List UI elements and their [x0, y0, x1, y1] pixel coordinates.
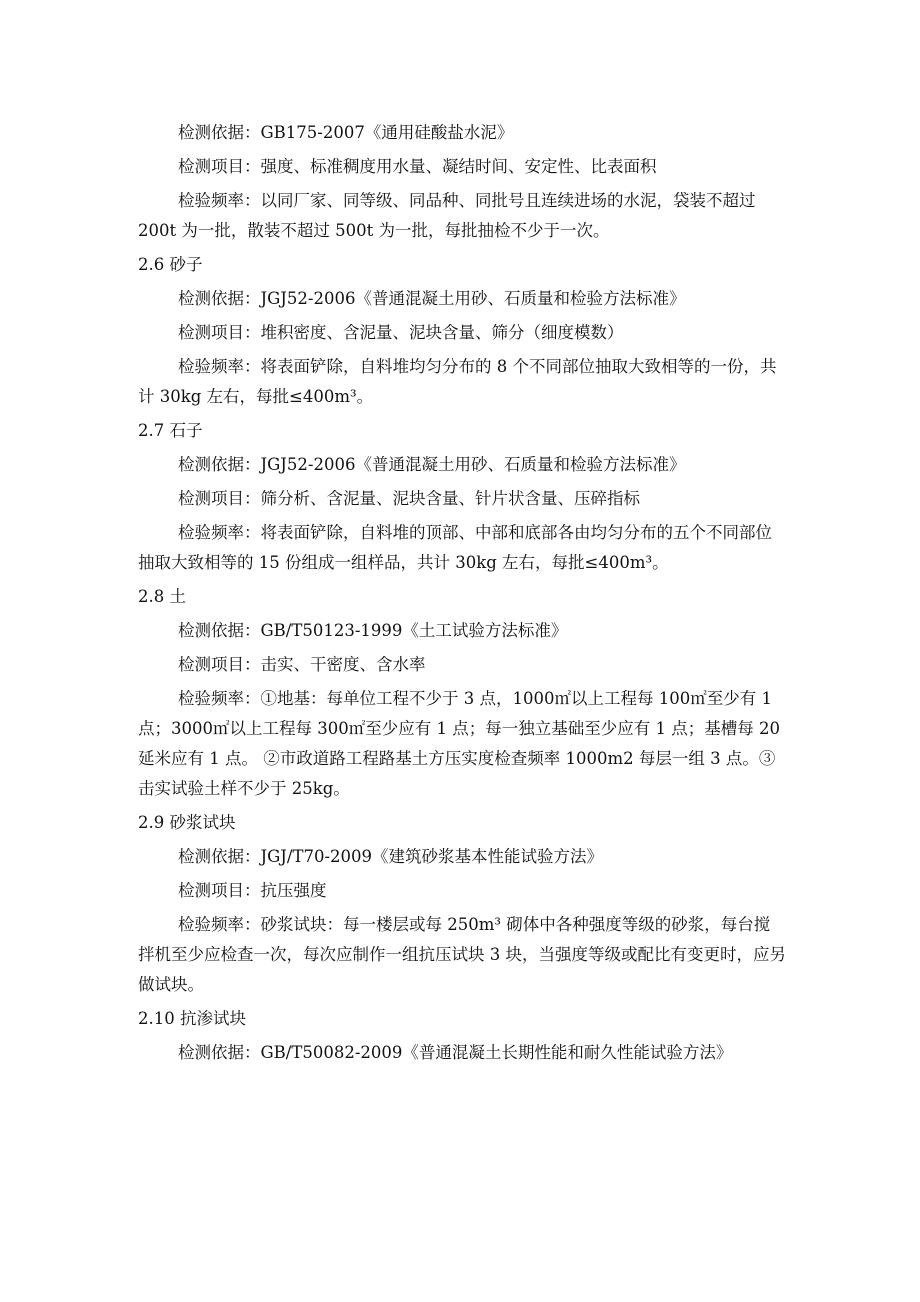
mortar-items: 检测项目：抗压强度: [178, 881, 327, 900]
gravel-frequency: 检验频率：将表面铲除，自料堆的顶部、中部和底部各由均匀分布的五个不同部位抽取大致相等的 15 份组成一组样品，共计 30kg 左右，每批≤400m³。: [138, 523, 772, 572]
section-heading-mortar: 2.9 砂浆试块: [138, 813, 236, 832]
soil-items: 检测项目：击实、干密度、含水率: [178, 655, 426, 674]
section-heading-gravel: 2.7 石子: [138, 421, 203, 440]
sand-frequency: 检验频率：将表面铲除，自料堆均匀分布的 8 个不同部位抽取大致相等的一份，共计 30kg 左右，每批≤400m³。: [138, 357, 777, 406]
soil-frequency: 检验频率：①地基：每单位工程不少于 3 点，1000㎡以上工程每 100㎡至少有 1 点；3000㎡以上工程每 300㎡至少应有 1 点；每一独立基础至少应有 1 点；基槽每 20 延米应有 1 点。 ②市政道路工程路基土方压实度检查频率 1000m2 每层一组 3 点。③击实试验土样不少于 25kg。: [138, 689, 780, 798]
sand-items: 检测项目：堆积密度、含泥量、泥块含量、筛分（细度模数）: [178, 323, 624, 342]
gravel-items: 检测项目：筛分析、含泥量、泥块含量、针片状含量、压碎指标: [178, 489, 640, 508]
sand-basis: 检测依据：JGJ52-2006《普通混凝土用砂、石质量和检验方法标准》: [178, 289, 686, 308]
cement-items: 检测项目：强度、标准稠度用水量、凝结时间、安定性、比表面积: [178, 157, 657, 176]
section-heading-impermeability: 2.10 抗渗试块: [138, 1009, 246, 1028]
section-gravel: [138, 414, 786, 580]
cement-basis: 检测依据：GB175-2007《通用硅酸盐水泥》: [178, 123, 514, 142]
impermeability-basis: 检测依据：GB/T50082-2009《普通混凝土长期性能和耐久性能试验方法》: [178, 1043, 733, 1062]
soil-basis: 检测依据：GB/T50123-1999《土工试验方法标准》: [178, 621, 568, 640]
section-heading-sand: 2.6 砂子: [138, 255, 203, 274]
document-body: [138, 116, 786, 1070]
gravel-basis: 检测依据：JGJ52-2006《普通混凝土用砂、石质量和检验方法标准》: [178, 455, 686, 474]
mortar-basis: 检测依据：JGJ/T70-2009《建筑砂浆基本性能试验方法》: [178, 847, 604, 866]
mortar-frequency: 检验频率：砂浆试块：每一楼层或每 250m³ 砌体中各种强度等级的砂浆，每台搅拌机至少应检查一次，每次应制作一组抗压试块 3 块，当强度等级或配比有变更时，应另做试块。: [138, 915, 786, 994]
section-heading-soil: 2.8 土: [138, 587, 186, 606]
section-soil: [138, 580, 786, 806]
section-mortar: [138, 806, 786, 1002]
cement-frequency: 检验频率：以同厂家、同等级、同品种、同批号且连续进场的水泥，袋装不超过 200t 为一批，散装不超过 500t 为一批，每批抽检不少于一次。: [138, 191, 756, 240]
section-cement: [138, 116, 786, 248]
section-sand: [138, 248, 786, 414]
section-impermeability: [138, 1002, 786, 1070]
